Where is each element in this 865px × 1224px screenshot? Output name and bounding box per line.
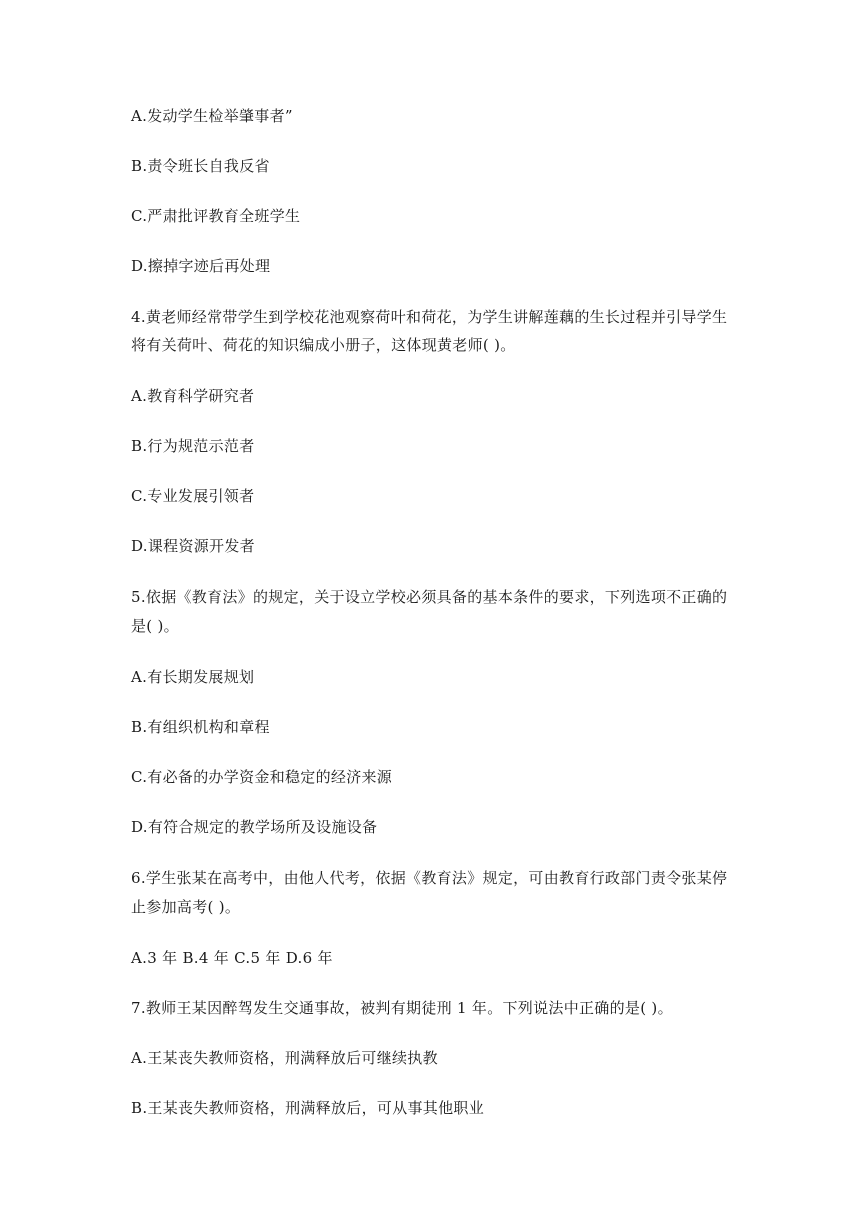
q5-option-a: A.有长期发展规划: [131, 668, 255, 686]
q7-option-b: B.王某丧失教师资格，刑满释放后，可从事其他职业: [131, 1099, 484, 1117]
q5-stem-line2: 是( )。: [131, 617, 179, 635]
q5-option-b: B.有组织机构和章程: [131, 718, 270, 736]
q3-option-d: D.擦掉字迹后再处理: [131, 257, 271, 275]
q4-option-d: D.课程资源开发者: [131, 537, 255, 555]
q7-option-a: A.王某丧失教师资格，刑满释放后可继续执教: [131, 1049, 438, 1067]
q4-option-a: A.教育科学研究者: [131, 387, 255, 405]
q4-option-b: B.行为规范示范者: [131, 437, 255, 455]
q4-stem-line2: 将有关荷叶、荷花的知识编成小册子，这体现黄老师( )。: [131, 336, 516, 354]
q6-stem-line1: 6.学生张某在高考中，由他人代考，依据《教育法》规定，可由教育行政部门责令张某停: [131, 869, 728, 887]
q5-option-d: D.有符合规定的教学场所及设施设备: [131, 818, 378, 836]
q6-options: A.3 年 B.4 年 C.5 年 D.6 年: [131, 949, 333, 967]
q5-option-c: C.有必备的办学资金和稳定的经济来源: [131, 768, 393, 786]
q3-option-c: C.严肃批评教育全班学生: [131, 207, 301, 225]
q4-option-c: C.专业发展引领者: [131, 487, 255, 505]
q7-stem: 7.教师王某因醉驾发生交通事故，被判有期徒刑 1 年。下列说法中正确的是( )。: [131, 999, 673, 1017]
q5-stem-line1: 5.依据《教育法》的规定，关于设立学校必须具备的基本条件的要求，下列选项不正确的: [131, 588, 728, 606]
q6-stem-line2: 止参加高考( )。: [131, 898, 241, 916]
q3-option-a: A.发动学生检举肇事者”: [131, 107, 293, 125]
q3-option-b: B.责令班长自我反省: [131, 157, 270, 175]
q4-stem-line1: 4.黄老师经常带学生到学校花池观察荷叶和荷花，为学生讲解莲藕的生长过程并引导学生: [131, 308, 728, 326]
